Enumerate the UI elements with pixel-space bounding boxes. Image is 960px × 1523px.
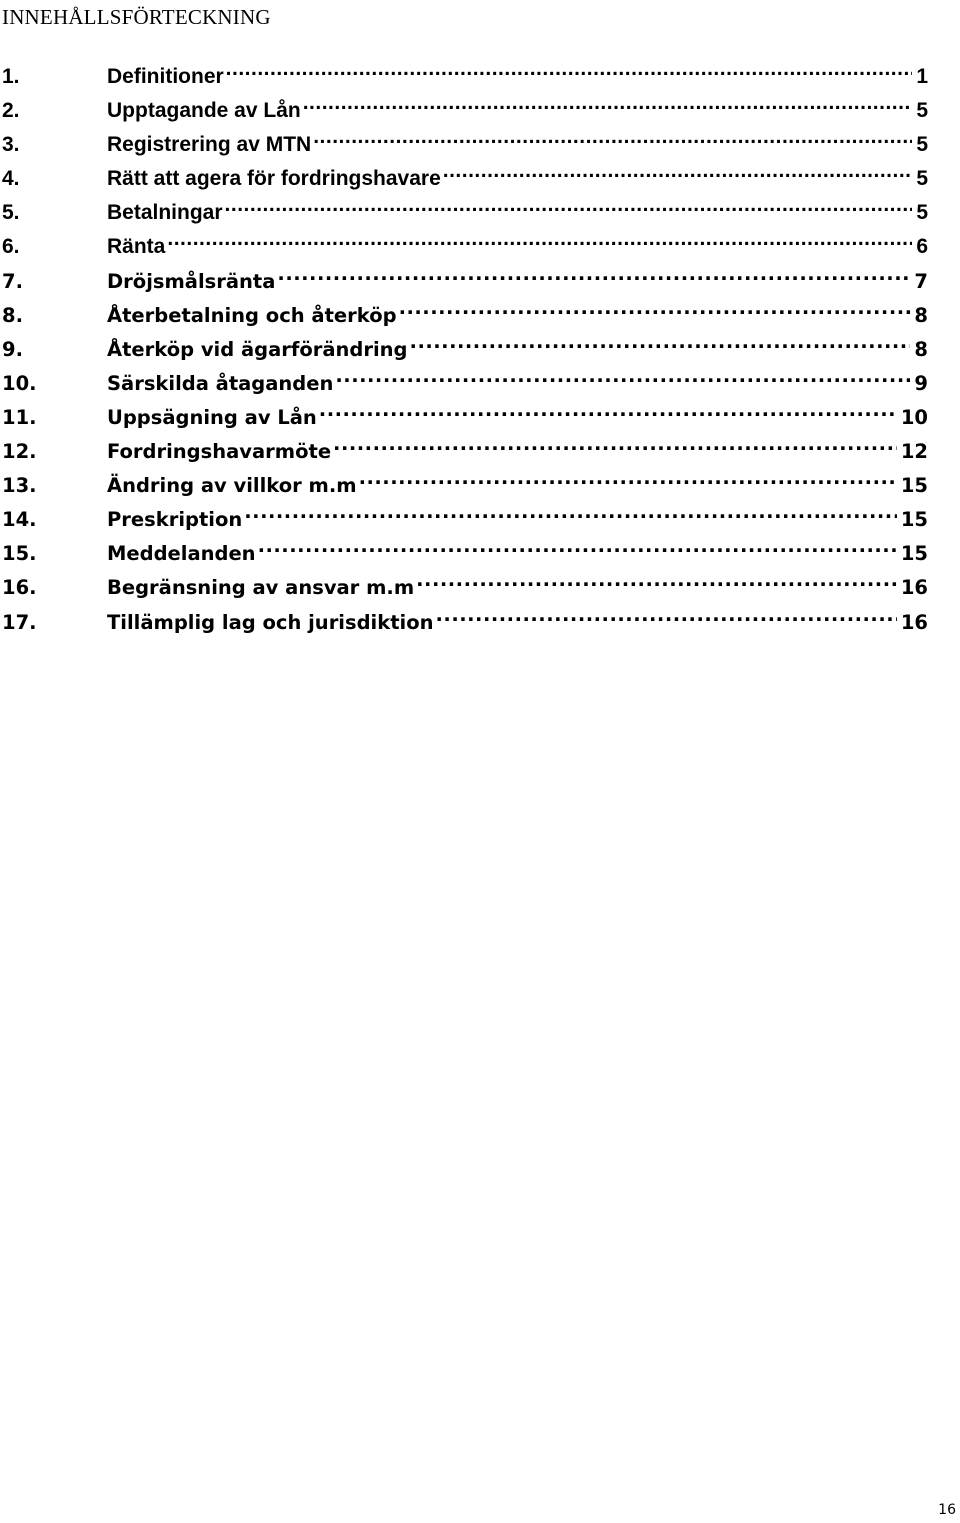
- toc-heading: INNEHÅLLSFÖRTECKNING: [2, 5, 271, 29]
- toc-entry-5[interactable]: [0, 191, 928, 225]
- toc-entry-page: 7: [914, 269, 928, 293]
- toc-dot-leader: [319, 396, 897, 424]
- toc-entry-title: Tillämplig lag och jurisdiktion: [107, 610, 434, 634]
- toc-entry-page: 8: [914, 303, 928, 327]
- toc-dot-leader: [399, 294, 911, 322]
- toc-entry-3[interactable]: [0, 123, 928, 157]
- toc-entry-number: 7.: [2, 269, 23, 293]
- toc-entry-page: 16: [900, 610, 928, 634]
- toc-entry-number: 15.: [2, 542, 37, 566]
- toc-entry-number: 12.: [2, 440, 37, 464]
- toc-dot-leader: [225, 191, 913, 219]
- toc-entry-title: Dröjsmålsränta: [107, 269, 276, 293]
- toc-entry-14[interactable]: [0, 498, 928, 532]
- toc-entry-page: 15: [900, 474, 928, 498]
- toc-entry-title: Uppsägning av Lån: [107, 405, 317, 429]
- toc-entry-title: Preskription: [107, 508, 243, 532]
- toc-entry-page: 15: [900, 542, 928, 566]
- toc-entry-10[interactable]: [0, 362, 928, 396]
- toc-entry-page: 1: [916, 65, 928, 88]
- toc-entry-title: Rätt att agera för fordringshavare: [107, 167, 441, 191]
- toc-dot-leader: [303, 89, 913, 117]
- toc-entry-number: 14.: [2, 508, 37, 532]
- toc-dot-leader: [258, 532, 897, 560]
- toc-dot-leader: [167, 225, 912, 253]
- toc-entry-13[interactable]: [0, 464, 928, 498]
- toc-entry-2[interactable]: [0, 89, 928, 123]
- toc-entry-11[interactable]: [0, 396, 928, 430]
- toc-entry-1[interactable]: [0, 55, 928, 89]
- toc-dot-leader: [410, 328, 911, 356]
- toc-entry-number: 6.: [2, 235, 20, 259]
- toc-entry-title: Meddelanden: [107, 542, 256, 566]
- toc-entry-17[interactable]: [0, 601, 928, 635]
- toc-entry-page: 10: [900, 405, 928, 429]
- toc-entry-title: Ändring av villkor m.m: [107, 474, 357, 498]
- toc-entry-page: 5: [916, 201, 928, 225]
- toc-entry-title: Ränta: [107, 235, 166, 259]
- toc-entry-title: Definitioner: [107, 65, 224, 88]
- toc-entry-title: Återköp vid ägarförändring: [107, 337, 408, 361]
- toc-dot-leader: [244, 498, 897, 526]
- toc-entry-number: 4.: [2, 167, 20, 191]
- toc-entry-number: 3.: [2, 133, 20, 157]
- toc-entry-title: Begränsning av ansvar m.m: [107, 576, 415, 600]
- toc-entry-12[interactable]: [0, 430, 928, 464]
- toc-entry-8[interactable]: [0, 294, 928, 328]
- toc-entry-title: Upptagande av Lån: [107, 99, 301, 123]
- toc-entry-title: Registrering av MTN: [107, 133, 312, 157]
- toc-dot-leader: [359, 464, 897, 492]
- toc-entry-number: 11.: [2, 405, 37, 429]
- toc-entry-number: 5.: [2, 201, 20, 225]
- toc-dot-leader: [416, 566, 897, 594]
- toc-entry-9[interactable]: [0, 328, 928, 362]
- toc-entry-page: 6: [916, 235, 928, 259]
- toc-entry-16[interactable]: [0, 566, 928, 600]
- toc-entry-title: Särskilda åtaganden: [107, 371, 334, 395]
- toc-entry-number: 2.: [2, 99, 20, 123]
- toc-entry-page: 15: [900, 508, 928, 532]
- toc-dot-leader: [335, 362, 910, 390]
- toc-entry-title: Fordringshavarmöte: [107, 440, 332, 464]
- toc-entry-title: Återbetalning och återköp: [107, 303, 397, 327]
- toc-entry-page: 9: [914, 371, 928, 395]
- page-number: 16: [938, 1502, 956, 1518]
- toc-entry-number: 10.: [2, 371, 37, 395]
- toc-dot-leader: [436, 601, 897, 629]
- toc-entry-6[interactable]: [0, 225, 928, 259]
- toc-entry-page: 5: [916, 167, 928, 191]
- toc-entry-number: 17.: [2, 610, 37, 634]
- toc-dot-leader: [333, 430, 897, 458]
- toc-entry-page: 8: [914, 337, 928, 361]
- toc-entry-4[interactable]: [0, 157, 928, 191]
- toc-entry-number: 9.: [2, 337, 23, 361]
- toc-entry-number: 13.: [2, 474, 37, 498]
- toc-dot-leader: [277, 260, 910, 288]
- toc-entry-number: 1.: [2, 65, 20, 88]
- toc-entry-page: 5: [916, 133, 928, 157]
- table-of-contents: [0, 55, 928, 635]
- toc-dot-leader: [226, 55, 913, 83]
- toc-dot-leader: [313, 123, 912, 151]
- toc-entry-number: 16.: [2, 576, 37, 600]
- toc-dot-leader: [443, 157, 913, 185]
- toc-entry-15[interactable]: [0, 532, 928, 566]
- toc-entry-number: 8.: [2, 303, 23, 327]
- toc-entry-page: 5: [916, 99, 928, 123]
- toc-entry-7[interactable]: [0, 260, 928, 294]
- toc-entry-title: Betalningar: [107, 201, 223, 225]
- toc-entry-page: 16: [900, 576, 928, 600]
- toc-entry-page: 12: [900, 440, 928, 464]
